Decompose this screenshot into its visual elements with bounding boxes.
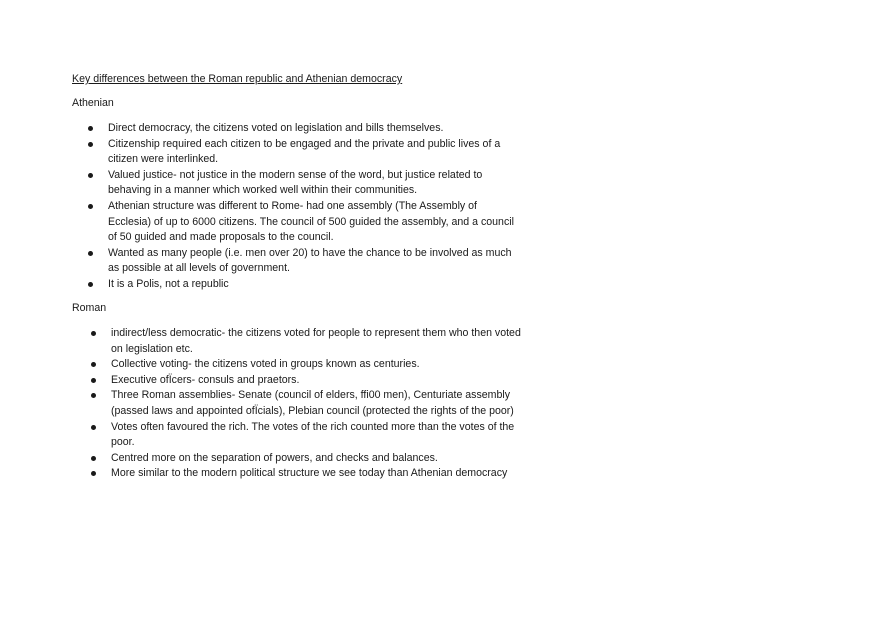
list-item: [91, 373, 523, 389]
list-item: [91, 357, 523, 373]
roman-heading: Roman: [72, 302, 107, 314]
bullet-icon: [91, 456, 96, 461]
list-item: [88, 137, 518, 168]
bullet-icon: [91, 362, 96, 367]
list-item-text: Athenian structure was different to Rome- had one assembly (The Assembly of Ecclesia) of up to 6000 citizens. The council of 500 guided the assembly, and a council of 50 guided and made proposals to the council.: [108, 199, 514, 244]
list-item-text: Citizenship required each citizen to be engaged and the private and public lives of a citizen were interlinked.: [108, 137, 501, 166]
list-item-text: Three Roman assemblies- Senate (council of elders, ffi00 men), Centuriate assembly (passed laws and appointed ofÏcials), Plebian council (protected the rights of the poor): [111, 389, 514, 417]
list-item-text: Executive ofÏcers- consuls and praetors.: [111, 373, 300, 386]
athenian-heading: Athenian: [72, 97, 114, 109]
list-item: [91, 451, 523, 467]
list-item-text: Collective voting- the citizens voted in groups known as centuries.: [111, 358, 420, 371]
bullet-icon: [88, 282, 93, 287]
list-item: [88, 121, 518, 137]
bullet-icon: [91, 425, 96, 430]
list-item: [91, 420, 523, 451]
list-item: [91, 388, 523, 419]
bullet-icon: [91, 393, 96, 398]
list-item-text: Wanted as many people (i.e. men over 20) to have the chance to be involved as much as possible at all levels of government.: [108, 246, 512, 275]
list-item-text: Centred more on the separation of powers, and checks and balances.: [111, 451, 438, 464]
list-item-text: More similar to the modern political structure we see today than Athenian democracy: [111, 467, 508, 480]
list-item-text: It is a Polis, not a republic: [108, 277, 229, 290]
document-title: Key differences between the Roman republic and Athenian democracy: [72, 73, 403, 85]
list-item: [91, 466, 523, 482]
list-item-text: Valued justice- not justice in the modern sense of the word, but justice related to behaving in a manner which worked well within their communities.: [108, 168, 483, 197]
list-item: [88, 168, 518, 199]
roman-bullet-list: [91, 326, 521, 482]
bullet-icon: [91, 378, 96, 383]
list-item: [88, 246, 518, 277]
list-item-text: Votes often favoured the rich. The votes of the rich counted more than the votes of the poor.: [111, 420, 515, 449]
bullet-icon: [88, 251, 93, 256]
bullet-icon: [88, 204, 93, 209]
list-item-text: indirect/less democratic- the citizens voted for people to represent them who then voted on legislation etc.: [111, 327, 521, 355]
athenian-bullet-list: [88, 121, 518, 293]
list-item: [88, 199, 518, 246]
list-item-text: Direct democracy, the citizens voted on legislation and bills themselves.: [108, 122, 444, 134]
bullet-icon: [91, 471, 96, 476]
bullet-icon: [91, 331, 96, 336]
list-item: [88, 277, 518, 293]
bullet-icon: [88, 173, 93, 178]
bullet-icon: [88, 126, 93, 131]
bullet-icon: [88, 142, 93, 147]
list-item: [91, 326, 523, 357]
